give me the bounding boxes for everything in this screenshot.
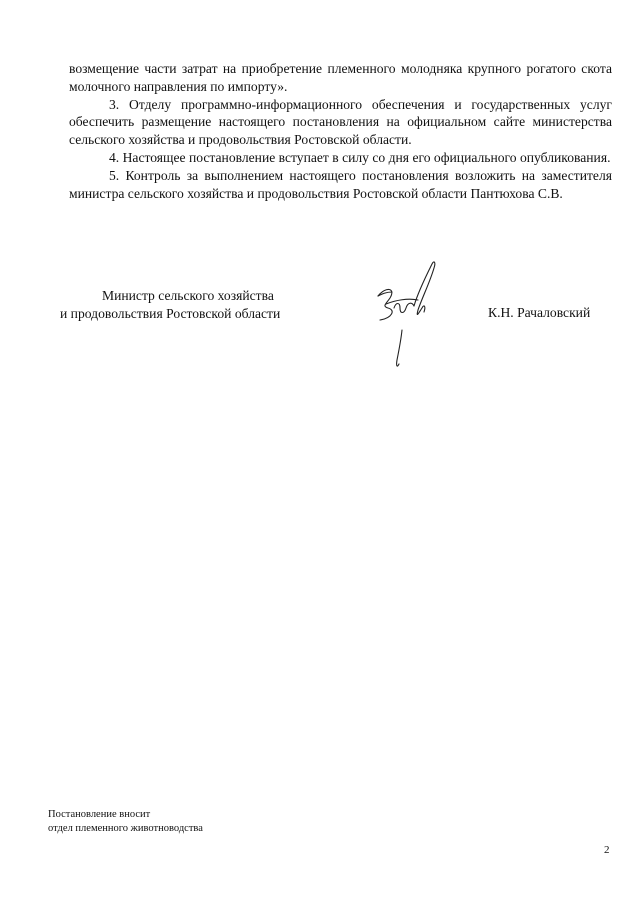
executor-note-line1: Постановление вносит: [48, 809, 151, 820]
executor-note: [48, 808, 203, 836]
paragraph-item-3: 3. Отделу программно-информационного обеспечения и государственных услуг обеспечить размещение настоящего постановления на официальном сайте министерства сельского хозяйства и продовольствия Ростовской области.: [69, 96, 612, 148]
signatory-title: [60, 287, 280, 322]
executor-note-line2: отдел племенного животноводства: [48, 823, 203, 834]
paragraph-item-4: 4. Настоящее постановление вступает в силу со дня его официального опубликования.: [109, 149, 611, 165]
document-body: [69, 60, 612, 202]
signatory-title-line1: Министр сельского хозяйства: [102, 288, 274, 303]
paragraph-continuation: возмещение части затрат на приобретение племенного молодняка крупного рогатого скота молочного направления по импорту».: [69, 61, 612, 94]
signatory-name: К.Н. Рачаловский: [488, 305, 591, 320]
handwritten-signature: [366, 258, 446, 373]
page-number: 2: [604, 844, 610, 856]
signatory-title-line2: и продовольствия Ростовской области: [60, 305, 281, 321]
paragraph-item-5: 5. Контроль за выполнением настоящего постановления возложить на заместителя министра сельского хозяйства и продовольствия Ростовской области Пантюхова С.В.: [69, 167, 612, 201]
